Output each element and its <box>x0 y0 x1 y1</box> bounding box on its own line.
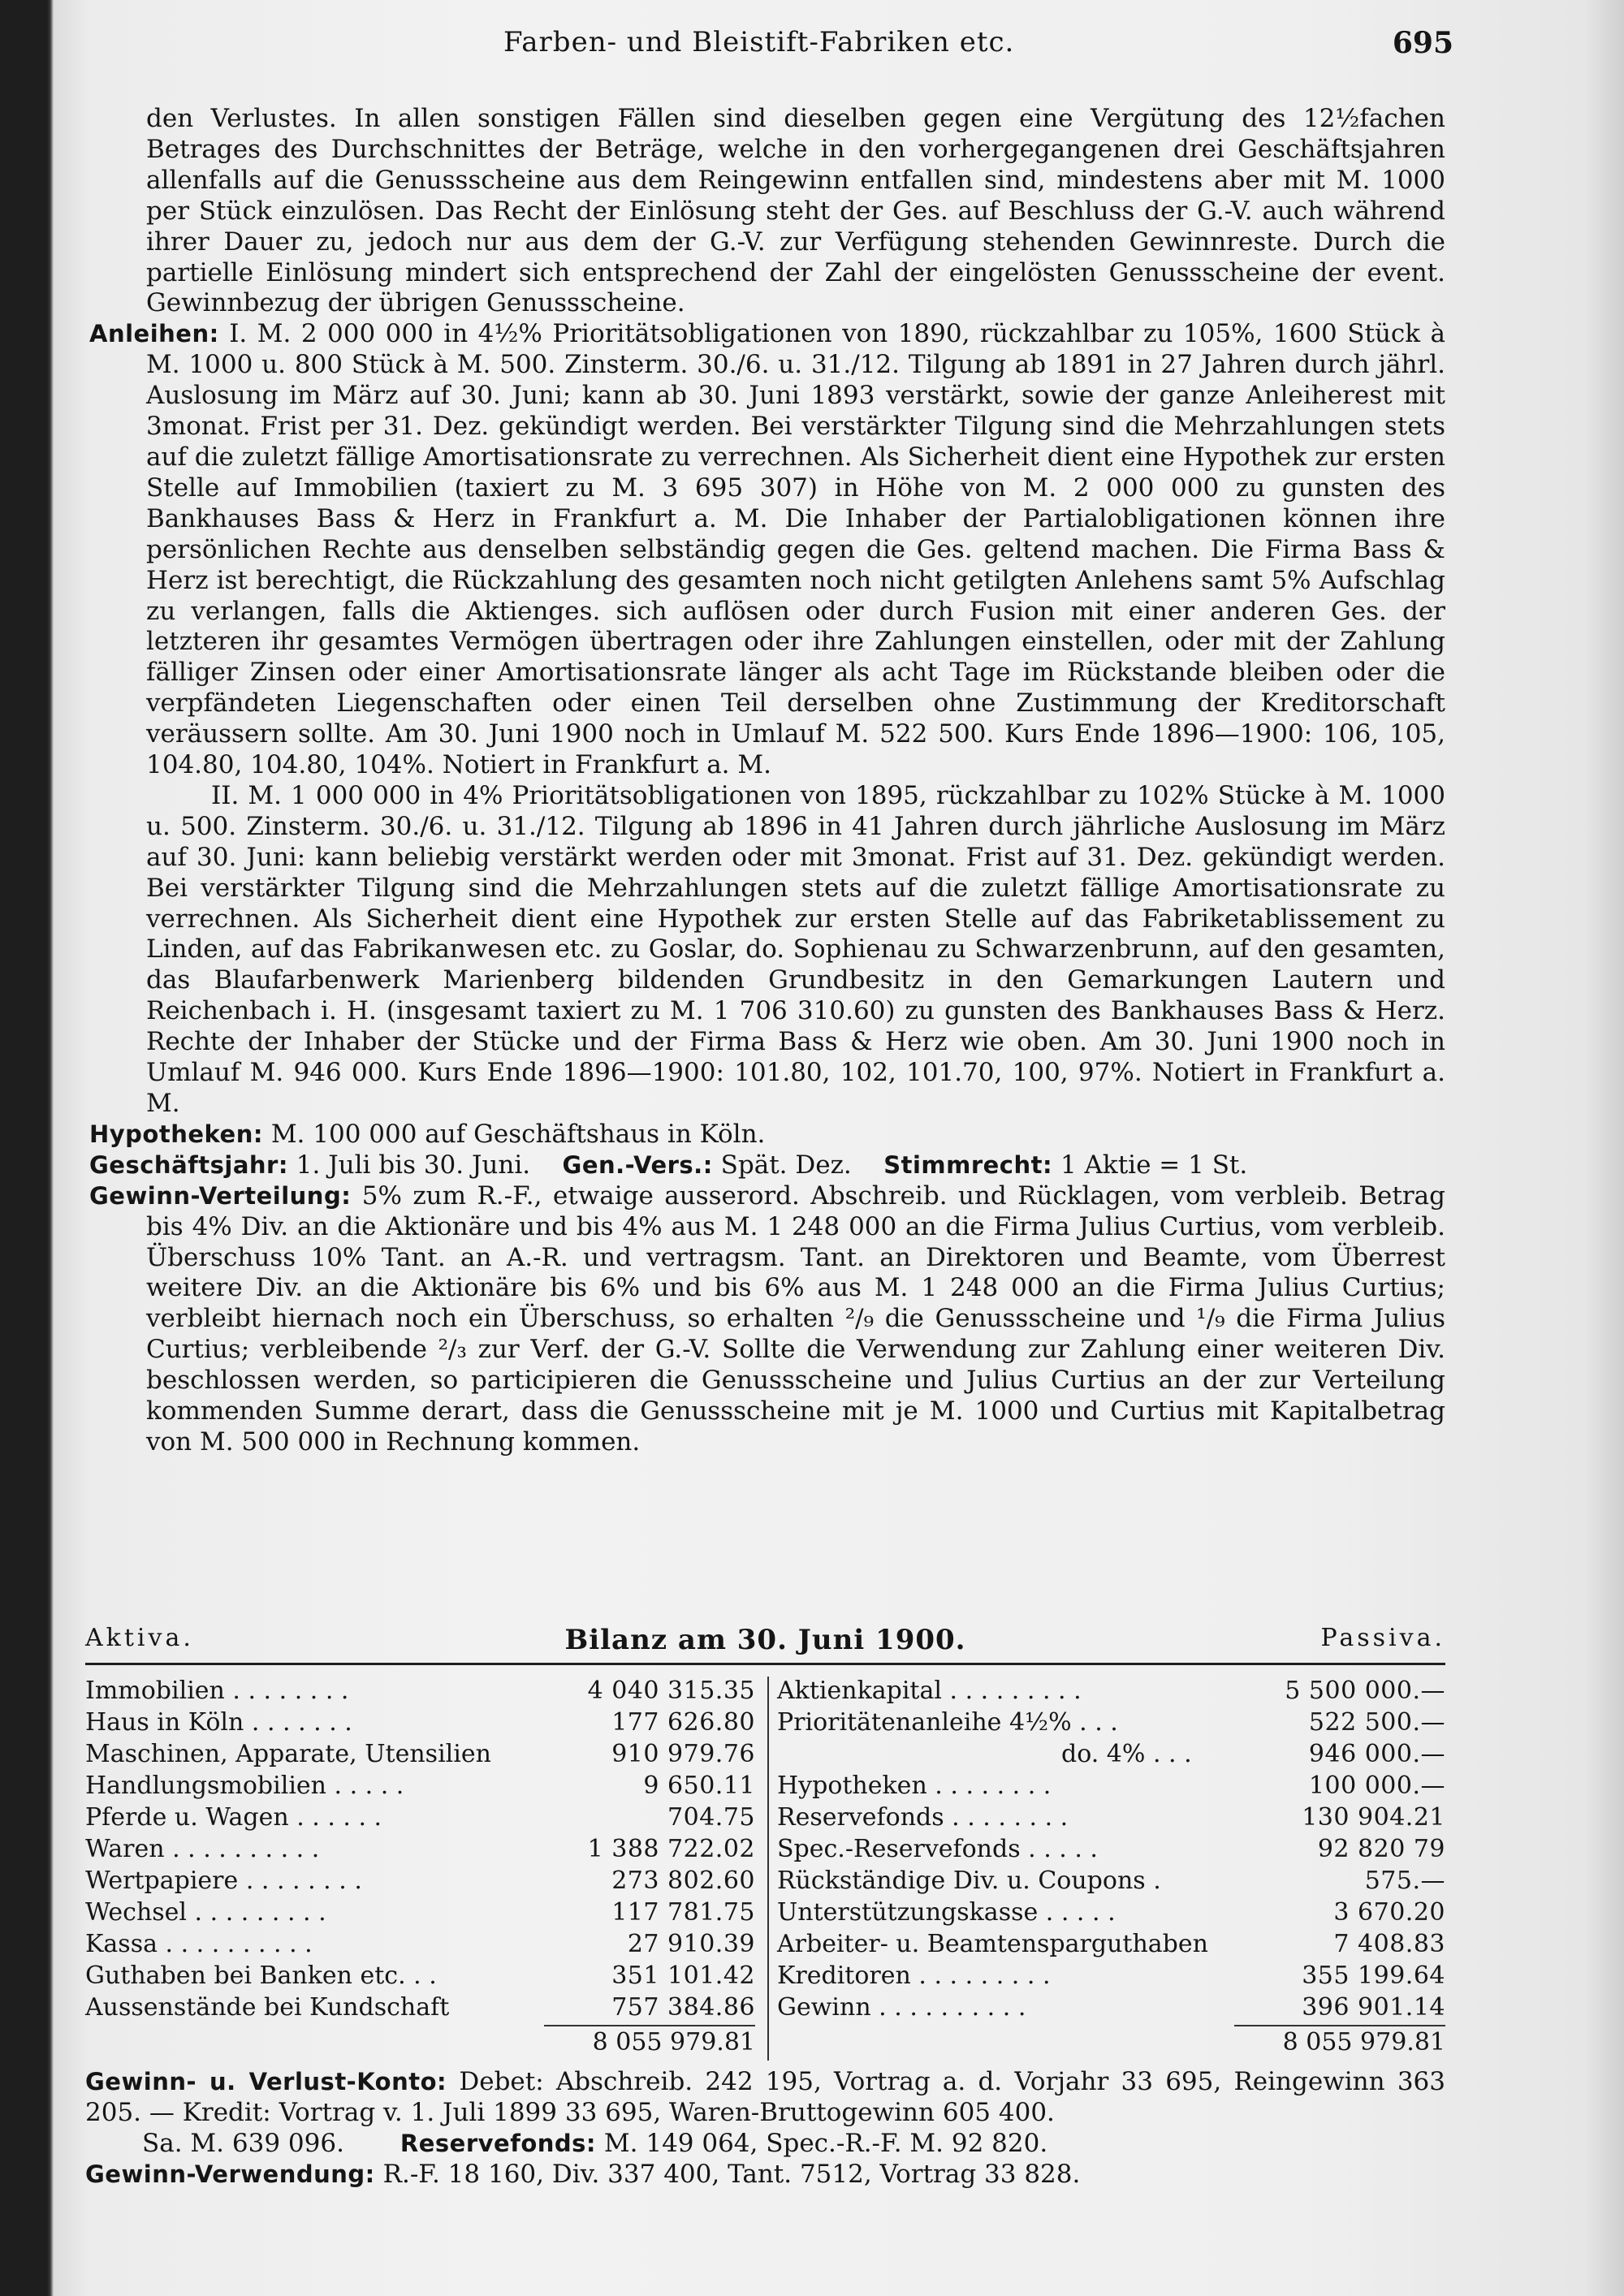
passiva-item-label: Spec.-Reservefonds . . . . . <box>777 1835 1098 1863</box>
passiva-item-value: 355 199.64 <box>1302 1962 1445 1990</box>
aktiva-item-value: 4 040 315.35 <box>587 1677 755 1705</box>
passiva-row <box>777 1962 1445 1993</box>
aktiva-item-value: 910 979.76 <box>611 1740 755 1768</box>
body-text <box>89 104 1446 1458</box>
passiva-item-label: Kreditoren . . . . . . . . . <box>777 1962 1051 1990</box>
footer-text <box>85 2066 1445 2190</box>
aktiva-item-label: Maschinen, Apparate, Utensilien <box>85 1740 491 1768</box>
passiva-item-value: 100 000.— <box>1308 1772 1445 1800</box>
aktiva-item-value: 9 650.11 <box>643 1772 755 1800</box>
passiva-row <box>777 1867 1445 1898</box>
aktiva-column <box>85 1677 755 2061</box>
passiva-total: 8 055 979.81 <box>1234 2025 1445 2061</box>
passiva-row <box>777 1803 1445 1835</box>
aktiva-row <box>85 1867 755 1898</box>
passiva-row <box>777 1930 1445 1962</box>
balance-sheet <box>85 1624 1445 2091</box>
passiva-item-label: Rückständige Div. u. Coupons . <box>777 1867 1161 1895</box>
aktiva-item-value: 704.75 <box>667 1803 755 1832</box>
passiva-item-value: 130 904.21 <box>1302 1803 1445 1832</box>
label-gewinn-verteilung: Gewinn-Verteilung: <box>89 1181 352 1210</box>
passiva-item-value: 396 901.14 <box>1302 1993 1445 2022</box>
running-title: Farben- und Bleistift-Fabriken etc. <box>503 26 1015 58</box>
aktiva-item-label: Kassa . . . . . . . . . . <box>85 1930 313 1958</box>
label-hypotheken: Hypotheken: <box>89 1120 263 1148</box>
sa-text: Sa. M. 639 096. <box>142 2129 344 2158</box>
passiva-item-value: 5 500 000.— <box>1285 1677 1445 1705</box>
aktiva-row <box>85 1898 755 1930</box>
anleihen-i-text: I. M. 2 000 000 in 4½% Prioritätsobligationen von 1890, rückzahlbar zu 105%, 1600 Stück à M. 1000 u. 800 Stück à M. 500. Zinsterm. 30./6. u. 31./12. Tilgung ab 1891 in 27 Jahren durch jährl. Auslosung im März auf 30. Juni; kann ab 30. Juni 1893 verstärkt, sowie der ganze Anleiherest mit 3monat. Frist per 31. Dez. gekündigt werden. Bei verstärkter Tilgung sind die Mehrzahlungen stets auf die zuletzt fällige Amortisationsrate zu verrechnen. Als Sicherheit dient eine Hypothek zur ersten Stelle auf Immobilien (taxiert zu M. 3 695 307) in Höhe von M. 2 000 000 zu gunsten des Bankhauses Bass & Herz in Frankfurt a. M. Die Inhaber der Partialobligationen können ihre persönlichen Rechte aus denselben selbständig gegen die Ges. geltend machen. Die Firma Bass & Herz ist berechtigt, die Rückzahlung des gesamten noch nicht getilgten Anlehens samt 5% Aufschlag zu verlangen, falls die Aktienges. sich auflösen oder durch Fusion mit einer anderen Ges. der letzteren ihr gesamtes Vermögen übertragen oder ihre Zahlungen einstellen, oder mit der Zahlung fälliger Zinsen oder einer Amortisationsrate länger als acht Tage im Rückstande bleiben oder die verpfändeten Liegenschaften oder einen Teil derselben ohne Zustimmung der Kreditorschaft veräussern sollte. Am 30. Juni 1900 noch in Umlauf M. 522 500. Kurs Ende 1896—1900: 106, 105, 104.80, 104.80, 104%. Notiert in Frankfurt a. M. <box>146 319 1446 780</box>
aktiva-row <box>85 1772 755 1803</box>
paragraph-anleihen-ii: II. M. 1 000 000 in 4% Prioritätsobligationen von 1895, rückzahlbar zu 102% Stücke à M. 1000 u. 500. Zinsterm. 30./6. u. 31./12. Tilgung ab 1896 in 41 Jahren durch jährliche Auslosung im März auf 30. Juni: kann beliebig verstärkt werden oder mit 3monat. Frist auf 31. Dez. gekündigt werden. Bei verstärkter Tilgung sind die Mehrzahlungen stets auf die zuletzt fällige Amortisationsrate zu verrechnen. Als Sicherheit dient eine Hypothek zur ersten Stelle auf das Fabriketablissement zu Linden, auf das Fabrikanwesen etc. zu Goslar, do. Sophienau zu Schwarzenbrunn, auf den gesamten, das Blaufarbenwerk Marienberg bildenden Grundbesitz in den Gemarkungen Lautern und Reichenbach i. H. (insgesamt taxiert zu M. 1 706 310.60) zu gunsten des Bankhauses Bass & Herz. Rechte der Inhaber der Stücke und der Firma Bass & Herz wie oben. Am 30. Juni 1900 noch in Umlauf M. 946 000. Kurs Ende 1896—1900: 101.80, 102, 101.70, 100, 97%. Notiert in Frankfurt a. M. <box>146 780 1445 1118</box>
passiva-item-value: 522 500.— <box>1308 1708 1445 1737</box>
aktiva-item-label: Guthaben bei Banken etc. . . <box>85 1962 437 1990</box>
passiva-item-value: 3 670.20 <box>1333 1898 1445 1927</box>
hypotheken-text: M. 100 000 auf Geschäftshaus in Köln. <box>270 1119 766 1149</box>
paragraph-genussscheine: den Verlustes. In allen sonstigen Fällen sind dieselben gegen eine Vergütung des 12½fachen Betrages des Durchschnittes der Beträge, welche in den vorhergegangenen drei Geschäftsjahren allenfalls auf die Genussscheine aus dem Reingewinn entfallen sind, mindestens aber mit M. 1000 per Stück einzulösen. Das Recht der Einlösung steht der Ges. auf Beschluss der G.-V. auch während ihrer Dauer zu, jedoch nur aus dem der G.-V. zur Verfügung stehenden Gewinnreste. Durch die partielle Einlösung mindert sich entsprechend der Zahl der eingelösten Genussscheine der event. Gewinnbezug der übrigen Genussscheine. <box>146 104 1445 318</box>
aktiva-item-label: Waren . . . . . . . . . . <box>85 1835 320 1863</box>
paragraph-hypotheken <box>89 1120 1445 1150</box>
aktiva-item-label: Pferde u. Wagen . . . . . . <box>85 1803 382 1832</box>
label-stimmrecht: Stimmrecht: <box>883 1150 1053 1179</box>
geschaeftsjahr-text: 1. Juli bis 30. Juni. <box>296 1150 531 1180</box>
aktiva-row <box>85 1835 755 1867</box>
passiva-item-value: 92 820 79 <box>1317 1835 1445 1863</box>
aktiva-row <box>85 1677 755 1708</box>
aktiva-row <box>85 1930 755 1962</box>
passiva-item-label: do. 4% . . . <box>1061 1740 1192 1768</box>
balance-title: Bilanz am 30. Juni 1900. <box>564 1624 966 1656</box>
passiva-row <box>777 1993 1445 2025</box>
gen-vers-text: Spät. Dez. <box>720 1150 852 1180</box>
passiva-item-label: Hypotheken . . . . . . . . <box>777 1772 1052 1800</box>
aktiva-total: 8 055 979.81 <box>544 2025 755 2061</box>
passiva-item-value: 946 000.— <box>1308 1740 1445 1768</box>
paragraph-gewinn-verteilung <box>89 1181 1445 1458</box>
passiva-item-value: 575.— <box>1364 1867 1445 1895</box>
aktiva-item-value: 117 781.75 <box>611 1898 755 1927</box>
paragraph-geschaeftsjahr <box>89 1150 1445 1181</box>
aktiva-item-label: Wertpapiere . . . . . . . . <box>85 1867 362 1895</box>
stimmrecht-text: 1 Aktie = 1 St. <box>1060 1150 1248 1180</box>
aktiva-row <box>85 1803 755 1835</box>
aktiva-item-label: Wechsel . . . . . . . . . <box>85 1898 326 1927</box>
passiva-column <box>767 1677 1445 2061</box>
page-header <box>0 26 1453 65</box>
balance-rule <box>85 1663 1445 1665</box>
gewinn-verwendung-text: R.-F. 18 160, Div. 337 400, Tant. 7512, Vortrag 33 828. <box>382 2160 1081 2189</box>
paragraph-gewinn-verwendung <box>85 2159 1445 2190</box>
passiva-row <box>777 1708 1445 1740</box>
passiva-row <box>777 1772 1445 1803</box>
passiva-item-label: Aktienkapital . . . . . . . . . <box>777 1677 1082 1705</box>
passiva-item-label: Prioritätenanleihe 4½% . . . <box>777 1708 1118 1737</box>
passiva-row <box>777 1898 1445 1930</box>
aktiva-item-label: Aussenstände bei Kundschaft <box>85 1993 450 2022</box>
passiva-row <box>777 1740 1445 1772</box>
label-gewinn-verwendung: Gewinn-Verwendung: <box>85 2160 375 2188</box>
label-gewinn-verlust-konto: Gewinn- u. Verlust-Konto: <box>85 2068 447 2095</box>
aktiva-row <box>85 1962 755 1993</box>
aktiva-item-value: 27 910.39 <box>627 1930 755 1958</box>
page-number: 695 <box>1392 26 1453 60</box>
aktiva-item-value: 1 388 722.02 <box>587 1835 755 1863</box>
balance-header <box>85 1624 1445 1663</box>
label-geschaeftsjahr: Geschäftsjahr: <box>89 1150 288 1179</box>
aktiva-item-value: 757 384.86 <box>611 1993 755 2022</box>
aktiva-item-value: 177 626.80 <box>611 1708 755 1737</box>
passiva-item-value: 7 408.83 <box>1333 1930 1445 1958</box>
passiva-row <box>777 1677 1445 1708</box>
passiva-item-label: Gewinn . . . . . . . . . . <box>777 1993 1026 2022</box>
paragraph-anleihen-i <box>89 319 1445 781</box>
balance-columns <box>85 1677 1445 2091</box>
passiva-item-label: Arbeiter- u. Beamtensparguthaben <box>777 1930 1208 1958</box>
aktiva-item-label: Haus in Köln . . . . . . . <box>85 1708 352 1737</box>
label-reservefonds: Reservefonds: <box>400 2130 597 2157</box>
aktiva-item-value: 351 101.42 <box>611 1962 755 1990</box>
passiva-item-label: Unterstützungskasse . . . . . <box>777 1898 1116 1927</box>
aktiva-row <box>85 1993 755 2025</box>
gewinn-verlust-konto-text: Debet: Abschreib. 242 195, Vortrag a. d. Vorjahr 33 695, Reingewinn 363 205. — Kredit: Vortrag v. 1. Juli 1899 33 695, Waren-Bruttogewinn 605 400. <box>85 2067 1445 2127</box>
passiva-row <box>777 1835 1445 1867</box>
passiva-item-label: Reservefonds . . . . . . . . <box>777 1803 1069 1832</box>
paragraph-gewinn-verlust-konto <box>85 2066 1445 2128</box>
gewinn-verteilung-text: 5% zum R.-F., etwaige ausserord. Abschreib. und Rücklagen, vom verbleib. Betrag bis 4% Div. an die Aktionäre und bis 4% aus M. 1 248 000 an die Firma Julius Curtius, vom verbleib. Überschuss 10% Tant. an A.-R. und vertragsm. Tant. an Direktoren und Beamte, vom Überrest weitere Div. an die Aktionäre bis 6% und bis 6% aus M. 1 248 000 an die Firma Julius Curtius; verbleibt hiernach noch ein Überschuss, so erhalten ²/₉ die Genussscheine und ¹/₉ die Firma Julius Curtius; verbleibende ²/₃ zur Verf. der G.-V. Sollte die Verwendung zur Zahlung einer weiteren Div. beschlossen werden, so participieren die Genussscheine und Julius Curtius an der zur Verteilung kommenden Summe derart, dass die Genussscheine mit je M. 1000 und Curtius mit Kapitalbetrag von M. 500 000 in Rechnung kommen. <box>146 1180 1445 1457</box>
paragraph-sa-reservefonds <box>85 2128 1445 2159</box>
label-gen-vers: Gen.-Vers.: <box>562 1150 713 1179</box>
aktiva-row <box>85 1740 755 1772</box>
label-anleihen: Anleihen: <box>89 320 219 348</box>
aktiva-label: Aktiva. <box>85 1624 194 1652</box>
aktiva-item-label: Immobilien . . . . . . . . <box>85 1677 349 1705</box>
aktiva-item-label: Handlungsmobilien . . . . . <box>85 1772 404 1800</box>
reservefonds-text: M. 149 064, Spec.-R.-F. M. 92 820. <box>603 2129 1048 2158</box>
passiva-label: Passiva. <box>1320 1624 1445 1652</box>
aktiva-row <box>85 1708 755 1740</box>
aktiva-item-value: 273 802.60 <box>611 1867 755 1895</box>
